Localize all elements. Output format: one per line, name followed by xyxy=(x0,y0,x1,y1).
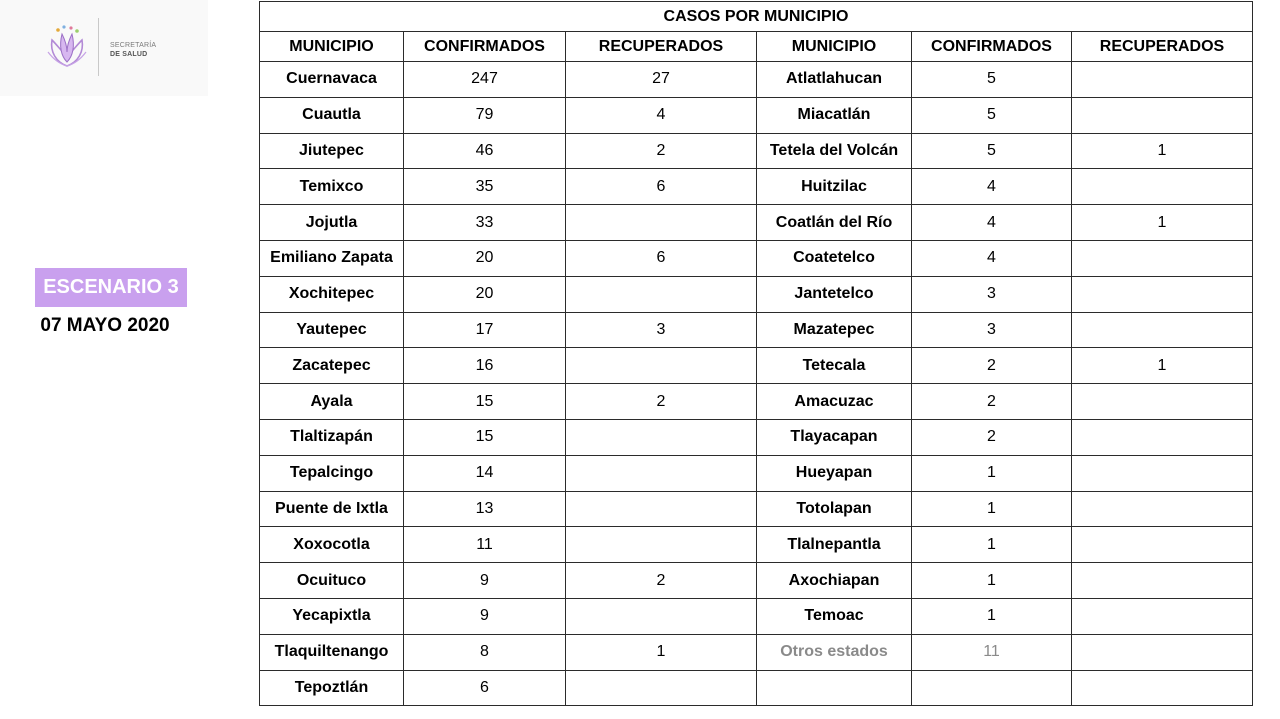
cases-by-municipality-table xyxy=(259,1,1253,706)
confirmed-cell xyxy=(912,670,1072,706)
confirmed-cell: 11 xyxy=(404,527,566,563)
recovered-cell: 6 xyxy=(566,240,757,276)
recovered-cell xyxy=(566,348,757,384)
column-header: CONFIRMADOS xyxy=(404,32,566,62)
table-row xyxy=(260,491,1253,527)
recovered-cell: 1 xyxy=(566,634,757,670)
municipality-cell: Tetela del Volcán xyxy=(757,133,912,169)
confirmed-cell: 5 xyxy=(912,62,1072,98)
recovered-cell xyxy=(566,670,757,706)
recovered-cell xyxy=(1072,491,1253,527)
table-row xyxy=(260,97,1253,133)
recovered-cell xyxy=(1072,527,1253,563)
confirmed-cell: 33 xyxy=(404,205,566,241)
confirmed-cell: 5 xyxy=(912,97,1072,133)
municipality-cell: Tetecala xyxy=(757,348,912,384)
municipality-cell: Tepalcingo xyxy=(260,455,404,491)
recovered-cell xyxy=(566,491,757,527)
recovered-cell xyxy=(1072,419,1253,455)
municipality-cell: Ocuituco xyxy=(260,563,404,599)
confirmed-cell: 247 xyxy=(404,62,566,98)
municipality-cell: Tlayacapan xyxy=(757,419,912,455)
table-row xyxy=(260,634,1253,670)
municipality-cell: Coatetelco xyxy=(757,240,912,276)
municipality-cell: Mazatepec xyxy=(757,312,912,348)
municipality-cell: Jiutepec xyxy=(260,133,404,169)
municipality-cell: Yecapixtla xyxy=(260,598,404,634)
recovered-cell: 1 xyxy=(1072,205,1253,241)
recovered-cell: 1 xyxy=(1072,133,1253,169)
table-row xyxy=(260,670,1253,706)
recovered-cell xyxy=(1072,62,1253,98)
recovered-cell xyxy=(1072,670,1253,706)
recovered-cell xyxy=(566,527,757,563)
table-row xyxy=(260,384,1253,420)
confirmed-cell: 17 xyxy=(404,312,566,348)
municipality-cell: Ayala xyxy=(260,384,404,420)
column-header: MUNICIPIO xyxy=(260,32,404,62)
logo-divider xyxy=(98,18,99,76)
confirmed-cell: 20 xyxy=(404,276,566,312)
recovered-cell xyxy=(1072,169,1253,205)
municipality-cell: Atlatlahucan xyxy=(757,62,912,98)
scenario-badge: ESCENARIO 3 xyxy=(35,268,187,307)
municipality-cell: Puente de Ixtla xyxy=(260,491,404,527)
recovered-cell xyxy=(566,276,757,312)
municipality-cell: Huitzilac xyxy=(757,169,912,205)
confirmed-cell: 13 xyxy=(404,491,566,527)
table-row xyxy=(260,527,1253,563)
municipality-cell: Cuautla xyxy=(260,97,404,133)
confirmed-cell: 1 xyxy=(912,598,1072,634)
municipality-cell: Amacuzac xyxy=(757,384,912,420)
table-body xyxy=(260,62,1253,706)
municipality-cell: Axochiapan xyxy=(757,563,912,599)
table-row xyxy=(260,563,1253,599)
logo-text xyxy=(110,41,156,59)
confirmed-cell: 3 xyxy=(912,312,1072,348)
municipality-cell: Tlaltizapán xyxy=(260,419,404,455)
column-header: MUNICIPIO xyxy=(757,32,912,62)
confirmed-cell: 1 xyxy=(912,455,1072,491)
logo-line-1: SECRETARÍA xyxy=(110,42,157,49)
recovered-cell: 2 xyxy=(566,384,757,420)
municipality-cell: Otros estados xyxy=(757,634,912,670)
recovered-cell xyxy=(1072,240,1253,276)
recovered-cell: 4 xyxy=(566,97,757,133)
table-row xyxy=(260,240,1253,276)
recovered-cell: 3 xyxy=(566,312,757,348)
confirmed-cell: 2 xyxy=(912,419,1072,455)
confirmed-cell: 15 xyxy=(404,384,566,420)
confirmed-cell: 1 xyxy=(912,491,1072,527)
recovered-cell xyxy=(1072,276,1253,312)
municipality-cell: Emiliano Zapata xyxy=(260,240,404,276)
municipality-cell: Yautepec xyxy=(260,312,404,348)
table-row xyxy=(260,419,1253,455)
confirmed-cell: 20 xyxy=(404,240,566,276)
confirmed-cell: 35 xyxy=(404,169,566,205)
table-row xyxy=(260,169,1253,205)
confirmed-cell: 6 xyxy=(404,670,566,706)
recovered-cell: 2 xyxy=(566,133,757,169)
confirmed-cell: 11 xyxy=(912,634,1072,670)
confirmed-cell: 1 xyxy=(912,563,1072,599)
confirmed-cell: 79 xyxy=(404,97,566,133)
recovered-cell xyxy=(1072,455,1253,491)
table-row xyxy=(260,455,1253,491)
recovered-cell xyxy=(566,598,757,634)
municipality-cell: Cuernavaca xyxy=(260,62,404,98)
table-row xyxy=(260,133,1253,169)
table-row xyxy=(260,312,1253,348)
confirmed-cell: 9 xyxy=(404,563,566,599)
recovered-cell: 27 xyxy=(566,62,757,98)
confirmed-cell: 4 xyxy=(912,169,1072,205)
confirmed-cell: 4 xyxy=(912,240,1072,276)
municipality-cell: Xoxocotla xyxy=(260,527,404,563)
column-header: RECUPERADOS xyxy=(1072,32,1253,62)
recovered-cell xyxy=(1072,563,1253,599)
recovered-cell xyxy=(1072,598,1253,634)
table-header-row xyxy=(260,32,1253,62)
municipality-cell: Jojutla xyxy=(260,205,404,241)
recovered-cell xyxy=(1072,384,1253,420)
confirmed-cell: 16 xyxy=(404,348,566,384)
table-title: CASOS POR MUNICIPIO xyxy=(260,2,1253,32)
municipality-cell: Temoac xyxy=(757,598,912,634)
confirmed-cell: 46 xyxy=(404,133,566,169)
confirmed-cell: 2 xyxy=(912,384,1072,420)
table-row xyxy=(260,205,1253,241)
table-row xyxy=(260,62,1253,98)
confirmed-cell: 5 xyxy=(912,133,1072,169)
recovered-cell xyxy=(566,455,757,491)
column-header: RECUPERADOS xyxy=(566,32,757,62)
table-row xyxy=(260,348,1253,384)
municipality-cell: Jantetelco xyxy=(757,276,912,312)
secretaria-de-salud-logo xyxy=(0,0,208,96)
municipality-cell: Tepoztlán xyxy=(260,670,404,706)
confirmed-cell: 2 xyxy=(912,348,1072,384)
confirmed-cell: 3 xyxy=(912,276,1072,312)
confirmed-cell: 4 xyxy=(912,205,1072,241)
municipality-cell: Coatlán del Río xyxy=(757,205,912,241)
report-date: 07 MAYO 2020 xyxy=(40,315,170,336)
recovered-cell: 6 xyxy=(566,169,757,205)
confirmed-cell: 1 xyxy=(912,527,1072,563)
municipality-cell: Tlalnepantla xyxy=(757,527,912,563)
confirmed-cell: 15 xyxy=(404,419,566,455)
municipality-cell: Miacatlán xyxy=(757,97,912,133)
municipality-cell: Tlaquiltenango xyxy=(260,634,404,670)
recovered-cell xyxy=(566,205,757,241)
confirmed-cell: 8 xyxy=(404,634,566,670)
table-row xyxy=(260,598,1253,634)
confirmed-cell: 9 xyxy=(404,598,566,634)
municipality-cell: Xochitepec xyxy=(260,276,404,312)
municipality-cell: Hueyapan xyxy=(757,455,912,491)
recovered-cell xyxy=(1072,634,1253,670)
municipality-cell: Totolapan xyxy=(757,491,912,527)
recovered-cell: 2 xyxy=(566,563,757,599)
table-row xyxy=(260,276,1253,312)
confirmed-cell: 14 xyxy=(404,455,566,491)
municipality-cell xyxy=(757,670,912,706)
recovered-cell xyxy=(1072,97,1253,133)
municipality-cell: Temixco xyxy=(260,169,404,205)
logo-line-2: DE SALUD xyxy=(110,51,148,58)
recovered-cell xyxy=(1072,312,1253,348)
lotus-flower-icon xyxy=(44,22,90,72)
recovered-cell: 1 xyxy=(1072,348,1253,384)
recovered-cell xyxy=(566,419,757,455)
municipality-cell: Zacatepec xyxy=(260,348,404,384)
column-header: CONFIRMADOS xyxy=(912,32,1072,62)
